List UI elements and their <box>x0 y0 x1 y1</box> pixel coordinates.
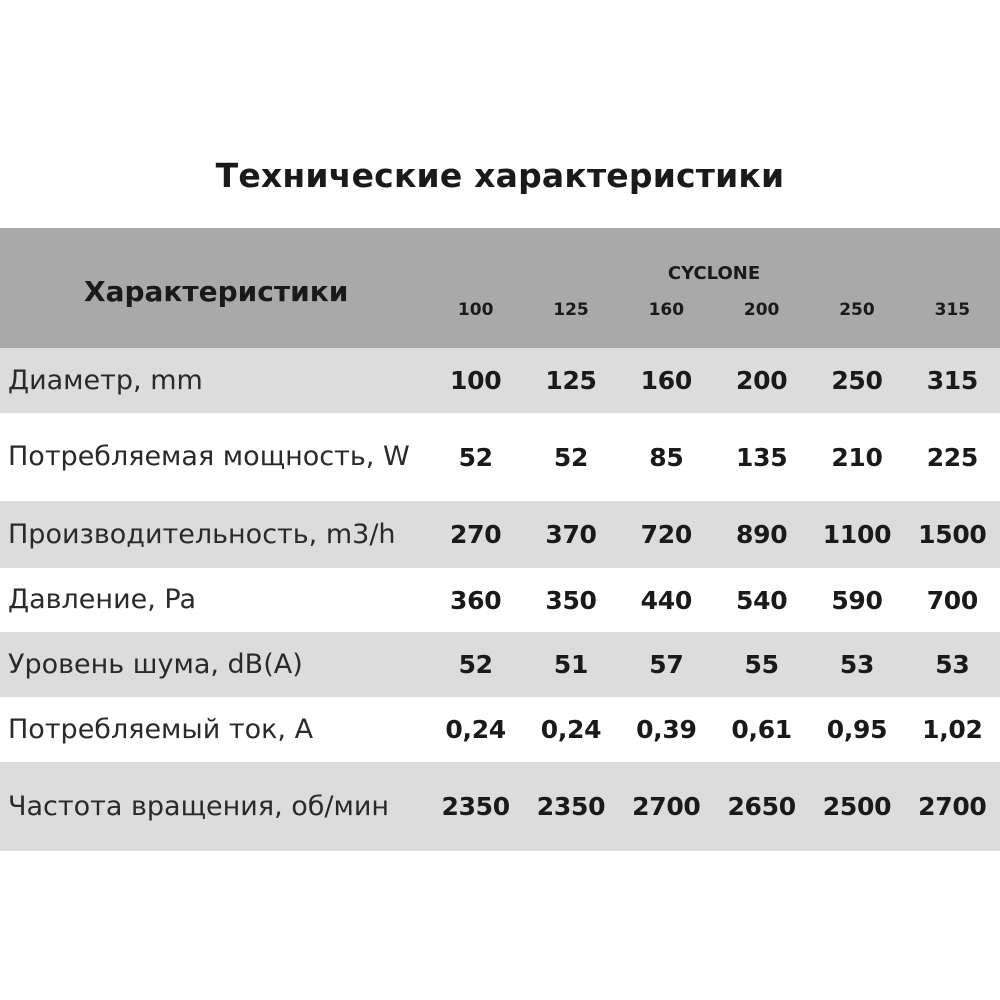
page-title: Технические характеристики <box>215 156 785 195</box>
cell-value: 2700 <box>619 762 714 851</box>
cell-value: 270 <box>428 501 523 568</box>
cell-value: 315 <box>905 348 1000 413</box>
row-label: Потребляемая мощность, W <box>8 441 410 472</box>
cell-value: 0,95 <box>826 715 888 744</box>
cell-value: 55 <box>714 632 809 697</box>
cell-value: 350 <box>545 585 597 615</box>
cell-value: 160 <box>619 348 714 413</box>
table-row <box>0 697 1000 762</box>
table-header-row <box>0 228 1000 292</box>
cell-value: 52 <box>428 632 523 697</box>
size-header: 315 <box>905 292 1000 348</box>
cell-value: 52 <box>458 442 493 472</box>
cell-value: 440 <box>640 585 692 615</box>
row-label: Потребляемый ток, A <box>8 713 314 745</box>
cell-value: 370 <box>523 501 618 568</box>
table-row <box>0 501 1000 568</box>
cell-value: 0,24 <box>445 715 506 744</box>
table-row <box>0 568 1000 632</box>
cell-value: 2350 <box>523 762 618 851</box>
cell-value: 53 <box>905 632 1000 697</box>
cell-value: 540 <box>736 585 788 615</box>
row-label: Частота вращения, об/мин <box>0 762 428 851</box>
specifications-table <box>0 228 1000 851</box>
cell-value: 2500 <box>809 762 904 851</box>
table-row <box>0 632 1000 697</box>
cell-value: 2350 <box>428 762 523 851</box>
size-header: 200 <box>714 292 809 348</box>
cell-value: 51 <box>523 632 618 697</box>
cell-value: 1100 <box>809 501 904 568</box>
characteristics-header: Характеристики <box>0 228 428 348</box>
size-header: 250 <box>809 292 904 348</box>
cell-value: 57 <box>619 632 714 697</box>
cell-value: 360 <box>450 585 502 615</box>
cell-value: 85 <box>649 442 684 472</box>
cell-value: 0,24 <box>540 715 602 744</box>
cell-value: 700 <box>926 585 978 615</box>
table-row <box>0 762 1000 851</box>
row-label: Диаметр, mm <box>0 348 428 413</box>
cell-value: 2700 <box>905 762 1000 851</box>
row-label: Давление, Pa <box>8 584 197 615</box>
table-row <box>0 348 1000 413</box>
size-header: 160 <box>619 292 714 348</box>
cell-value: 52 <box>553 442 589 472</box>
cell-value: 1500 <box>905 501 1000 568</box>
row-label: Уровень шума, dB(A) <box>0 632 428 697</box>
cell-value: 250 <box>809 348 904 413</box>
cell-value: 1,02 <box>922 715 983 744</box>
cell-value: 720 <box>619 501 714 568</box>
cell-value: 210 <box>831 442 883 472</box>
size-header: 100 <box>428 292 523 348</box>
size-header: 125 <box>523 292 618 348</box>
cell-value: 100 <box>428 348 523 413</box>
cell-value: 53 <box>809 632 904 697</box>
cell-value: 225 <box>926 442 978 472</box>
row-label: Производительность, m3/h <box>0 501 428 568</box>
cell-value: 135 <box>736 442 788 472</box>
cell-value: 125 <box>523 348 618 413</box>
cell-value: 590 <box>831 585 883 615</box>
cell-value: 0,61 <box>731 715 792 744</box>
table-row <box>0 413 1000 501</box>
cell-value: 890 <box>714 501 809 568</box>
cell-value: 200 <box>714 348 809 413</box>
cell-value: 0,39 <box>636 715 697 744</box>
series-name-header: CYCLONE <box>428 228 1000 292</box>
cell-value: 2650 <box>714 762 809 851</box>
